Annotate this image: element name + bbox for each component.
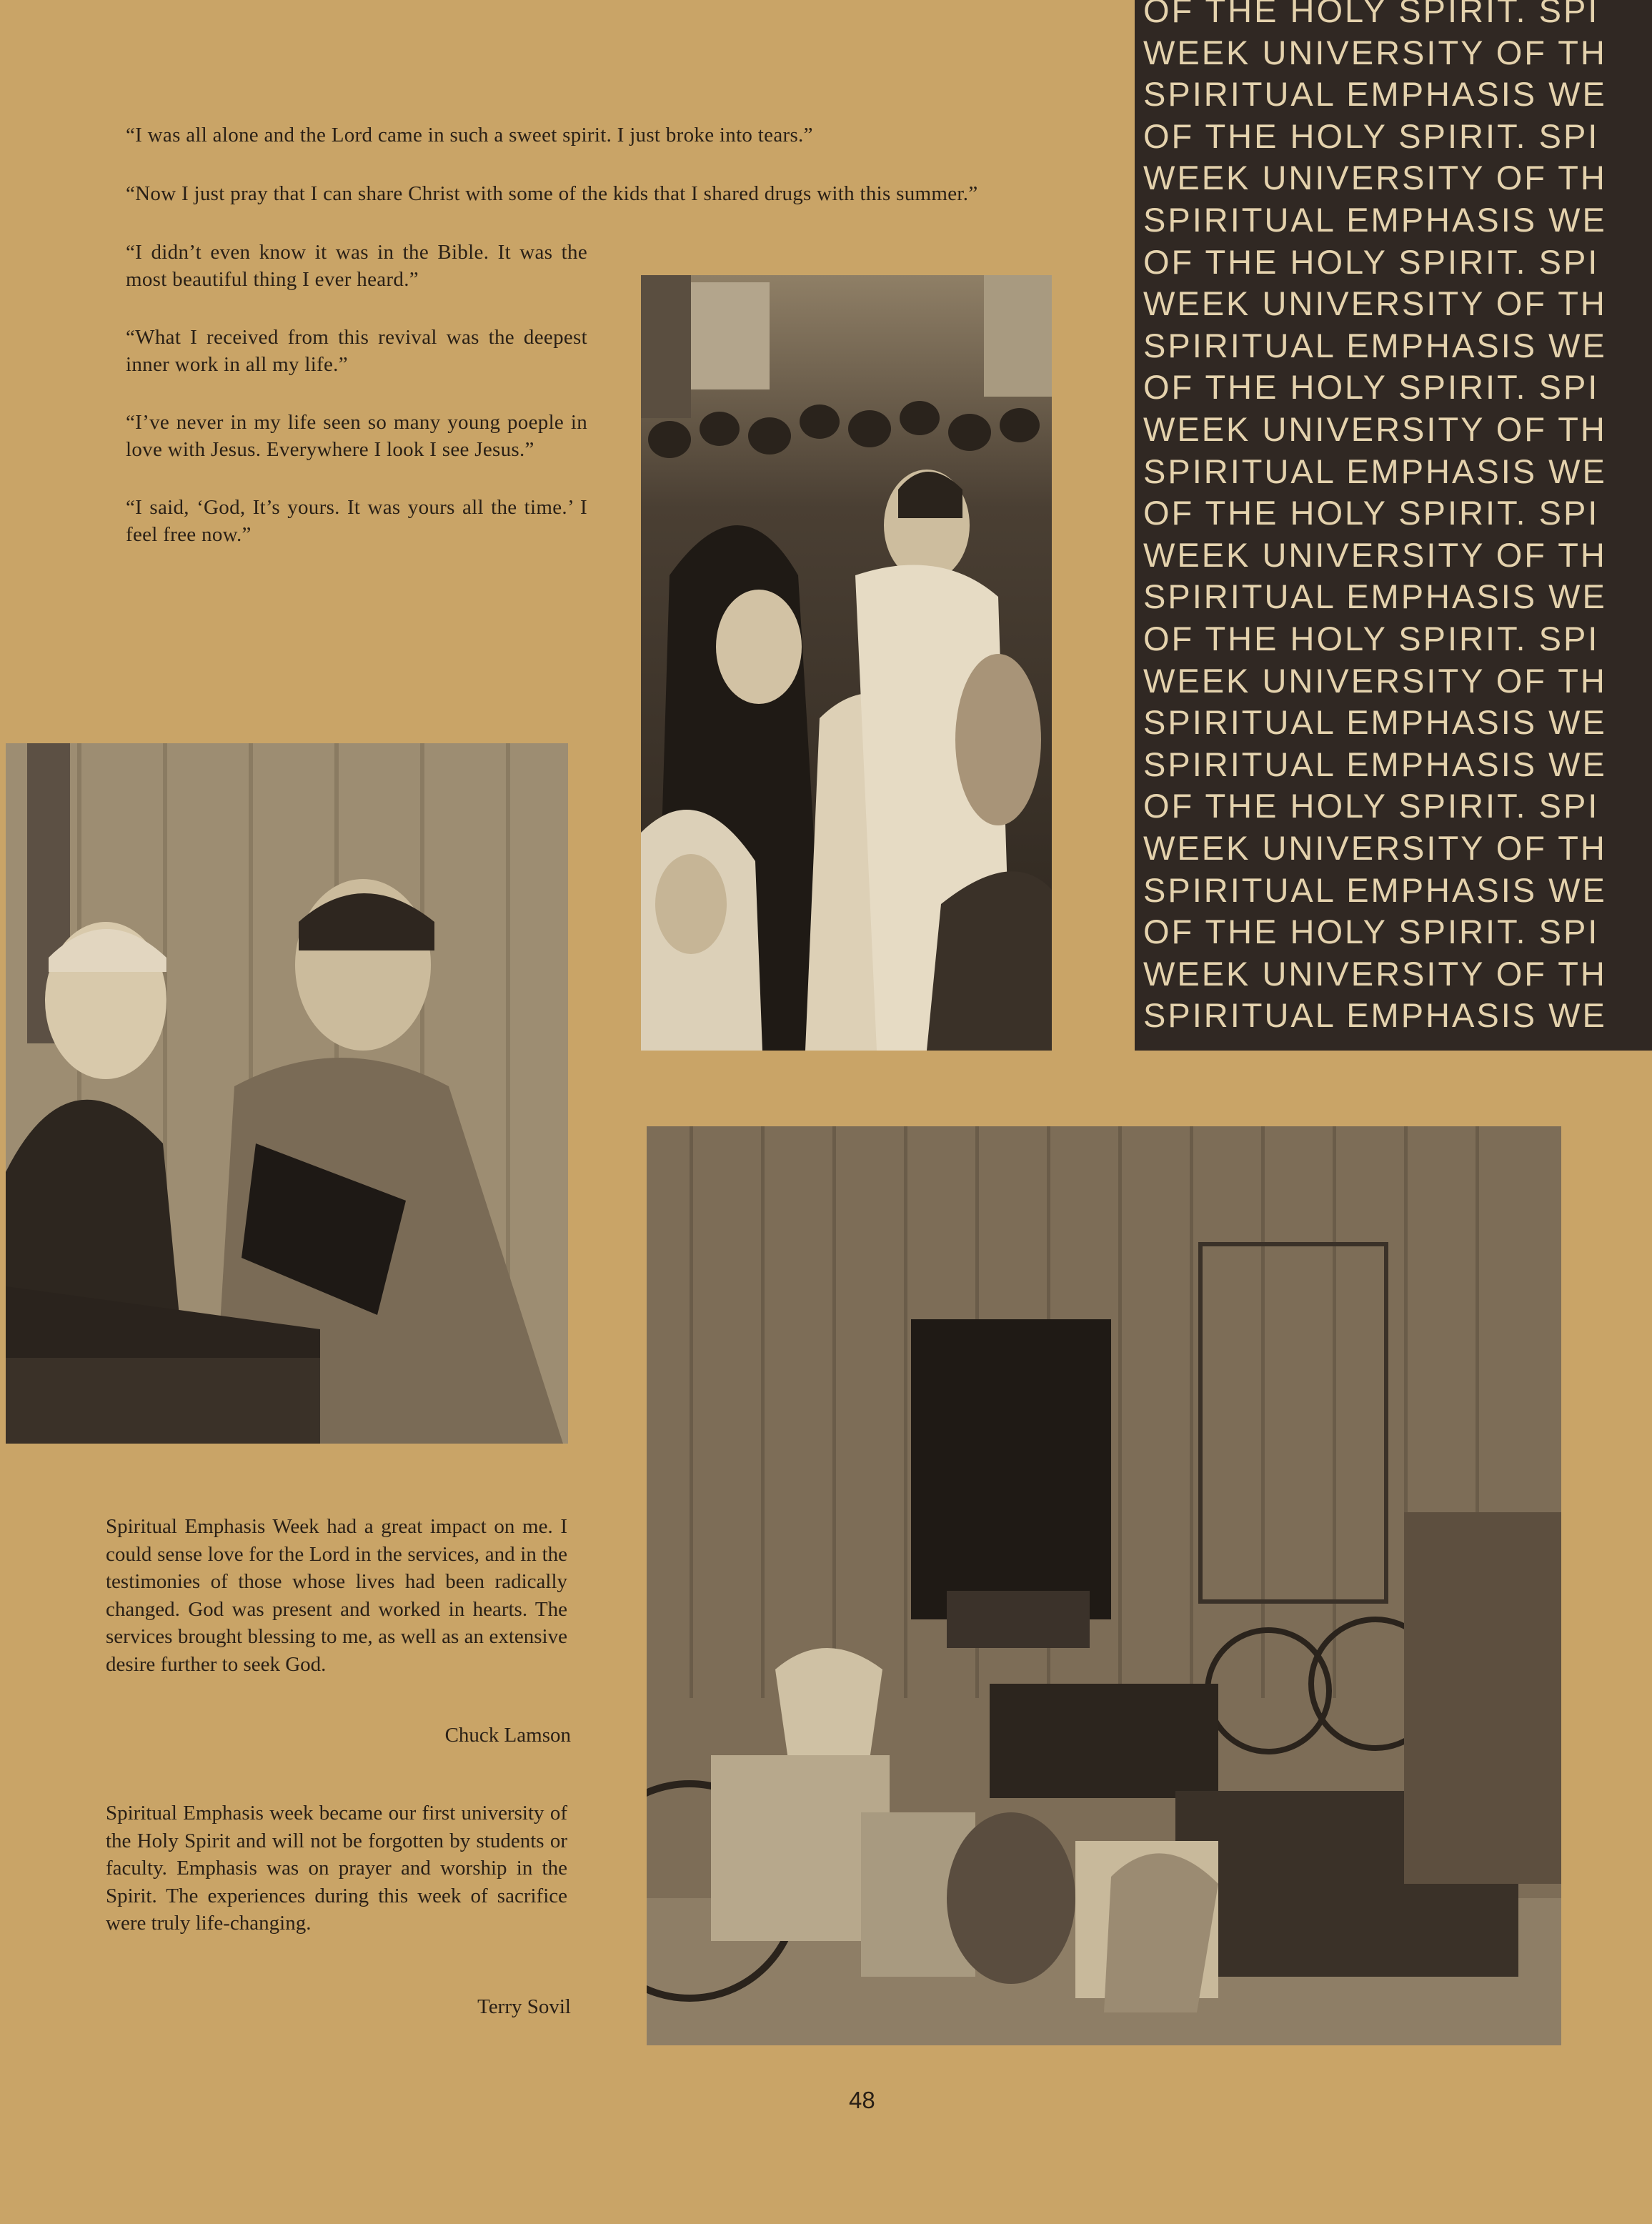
banner-line: SPIRITUAL EMPHASIS WE xyxy=(1143,452,1607,490)
belongings-photo xyxy=(647,1126,1561,2045)
author-chuck-lamson: Chuck Lamson xyxy=(444,1724,571,1747)
banner-line: OF THE HOLY SPIRIT. SPI xyxy=(1143,368,1600,407)
quote: “I said, ‘God, It’s yours. It was yours all the time.’ I feel free now.” xyxy=(126,496,587,546)
podium-photo xyxy=(6,743,568,1444)
banner-line: OF THE HOLY SPIRIT. SPI xyxy=(1143,0,1600,29)
quote: “What I received from this revival was the deepest inner work in all my life.” xyxy=(126,326,587,376)
quote: “Now I just pray that I can share Christ with some of the kids that I shared drugs with this summer.” xyxy=(126,182,978,205)
author-terry-sovil: Terry Sovil xyxy=(477,1995,571,2018)
banner-line: OF THE HOLY SPIRIT. SPI xyxy=(1143,787,1600,825)
essay-chuck-lamson xyxy=(106,1513,567,1678)
banner-line: SPIRITUAL EMPHASIS WE xyxy=(1143,703,1607,742)
essay-text: Spiritual Emphasis week became our first university of the Holy Spirit and will not be forgotten by students or faculty. Emphasis was on prayer and worship in the Spirit. The experiences during this week of sacrifice were truly life-changing. xyxy=(106,1802,567,1935)
banner-line: WEEK UNIVERSITY OF TH xyxy=(1143,284,1607,323)
banner-line: SPIRITUAL EMPHASIS WE xyxy=(1143,201,1607,239)
banner-line: WEEK UNIVERSITY OF TH xyxy=(1143,829,1607,867)
essay-text: Spiritual Emphasis Week had a great impact on me. I could sense love for the Lord in the services, and in the testimonies of those whose lives had been radically changed. God was present and worked in hearts. The services brought blessing to me, as well as an extensive desire further to seek God. xyxy=(106,1515,567,1676)
banner-line: WEEK UNIVERSITY OF TH xyxy=(1143,535,1607,574)
quote: “I didn’t even know it was in the Bible. It was the most beautiful thing I ever heard.” xyxy=(126,241,587,291)
banner-line: SPIRITUAL EMPHASIS WE xyxy=(1143,996,1607,1035)
banner-line: SPIRITUAL EMPHASIS WE xyxy=(1143,745,1607,783)
banner-line: OF THE HOLY SPIRIT. SPI xyxy=(1143,913,1600,951)
banner-line: WEEK UNIVERSITY OF TH xyxy=(1143,661,1607,700)
banner-line: OF THE HOLY SPIRIT. SPI xyxy=(1143,116,1600,155)
banner-line: WEEK UNIVERSITY OF TH xyxy=(1143,159,1607,197)
banner-line: SPIRITUAL EMPHASIS WE xyxy=(1143,577,1607,616)
page-number: 48 xyxy=(849,2087,875,2113)
banner-line: OF THE HOLY SPIRIT. SPI xyxy=(1143,620,1600,657)
banner-line: WEEK UNIVERSITY OF TH xyxy=(1143,954,1607,993)
essay-terry-sovil xyxy=(106,1799,567,1937)
spiritual-emphasis-banner xyxy=(1135,0,1652,1051)
banner-line: SPIRITUAL EMPHASIS WE xyxy=(1143,870,1607,909)
quote: “I was all alone and the Lord came in such a sweet spirit. I just broke into tears.” xyxy=(126,124,813,147)
banner-line: OF THE HOLY SPIRIT. SPI xyxy=(1143,242,1600,281)
banner-line: WEEK UNIVERSITY OF TH xyxy=(1143,33,1607,71)
banner-line: OF THE HOLY SPIRIT. SPI xyxy=(1143,494,1600,532)
banner-line: SPIRITUAL EMPHASIS WE xyxy=(1143,326,1607,364)
banner-line: WEEK UNIVERSITY OF TH xyxy=(1143,410,1607,448)
quote: “I’ve never in my life seen so many young poeple in love with Jesus. Everywhere I look I see Jesus.” xyxy=(126,411,587,461)
banner-line: SPIRITUAL EMPHASIS WE xyxy=(1143,75,1607,114)
crowd-photo xyxy=(641,275,1052,1051)
